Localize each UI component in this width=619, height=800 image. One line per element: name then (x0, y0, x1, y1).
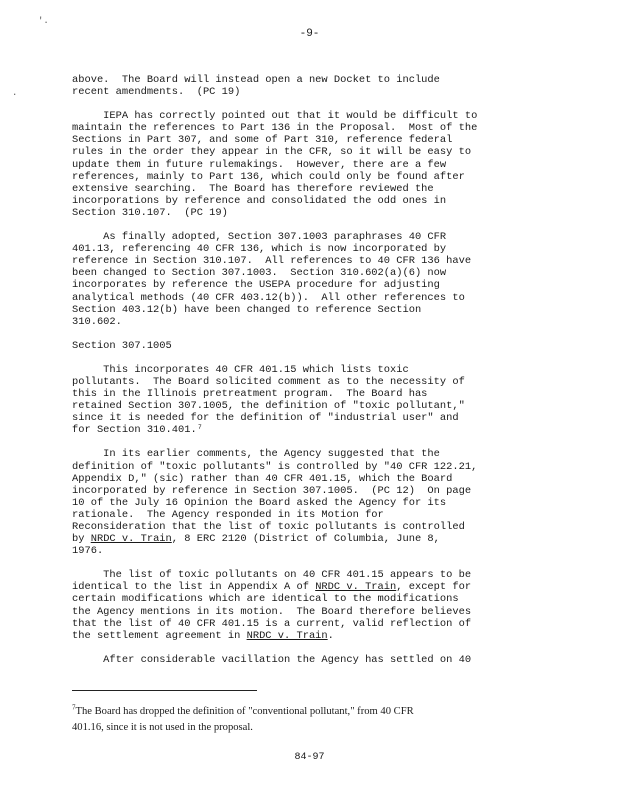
text-line: for Section 310.401.⁷ (72, 424, 203, 437)
text-line: Section 307.1005 (72, 339, 172, 352)
text-line: incorporated by reference in Section 307.1005. (PC 12) On page (72, 484, 472, 497)
stray-mark-left: . (12, 88, 18, 98)
text-line: update them in future rulemakings. However, there are a few (72, 158, 447, 171)
paragraph (72, 654, 548, 666)
paragraph (72, 74, 548, 98)
text-line: As finally adopted, Section 307.1003 paraphrases 40 CFR (72, 231, 447, 244)
text-line: the settlement agreement in NRDC v. Train. (72, 629, 334, 642)
text-line: this in the Illinois pretreatment program. The Board has (72, 388, 428, 401)
page-number: -9- (299, 28, 320, 40)
text-line: by NRDC v. Train, 8 ERC 2120 (District of Columbia, June 8, (72, 533, 440, 546)
text-line: extensive searching. The Board has therefore reviewed the (72, 182, 434, 195)
paragraph (72, 448, 548, 557)
text-line: incorporations by reference and consolidated the odd ones in (72, 194, 447, 207)
text-line: pollutants. The Board solicited comment as to the necessity of (72, 375, 465, 388)
text-line: Section 310.107. (PC 19) (72, 206, 228, 219)
text-line: Reconsideration that the list of toxic pollutants is controlled (72, 521, 465, 533)
text-line: reference in Section 310.107. All references to 40 CFR 136 have (72, 255, 472, 268)
paragraph (72, 569, 548, 642)
case-citation: NRDC v. Train (90, 533, 172, 546)
text-line: definition of "toxic pollutants" is controlled by "40 CFR 122.21, (72, 460, 478, 473)
text-line: The list of toxic pollutants on 40 CFR 401.15 appears to be (72, 569, 472, 582)
text-line: Section 403.12(b) have been changed to reference Section (72, 303, 422, 316)
text-line: Sections in Part 307, and some of Part 310, reference federal (72, 134, 453, 147)
text-line: IEPA has correctly pointed out that it would be difficult to (72, 110, 478, 123)
page-footer-code: 84-97 (294, 752, 325, 763)
paragraph (72, 364, 548, 437)
text-line: In its earlier comments, the Agency suggested that the (72, 448, 440, 461)
text-line: 310.602. (72, 315, 122, 328)
text-line: maintain the references to Part 136 in the Proposal. Most of the (72, 122, 478, 135)
paragraph (72, 231, 548, 328)
text-line: incorporates by reference the USEPA procedure for adjusting (72, 279, 440, 292)
footnote (72, 704, 548, 736)
section-heading (72, 340, 548, 352)
text-line: identical to the list in Appendix A of NRDC v. Train, except for (72, 581, 472, 594)
text-line: the Agency mentions in its motion. The Board therefore believes (72, 605, 472, 618)
footnote-line-2: 401.16, since it is not used in the proposal. (72, 722, 253, 733)
text-line: Appendix D," (sic) rather than 40 CFR 401.15, which the Board (72, 472, 453, 485)
text-line: This incorporates 40 CFR 401.15 which lists toxic (72, 363, 409, 376)
text-line: been changed to Section 307.1003. Section 310.602(a)(6) now (72, 267, 447, 280)
text-line: retained Section 307.1005, the definition of "toxic pollutant," (72, 400, 465, 413)
text-line: recent amendments. (PC 19) (72, 86, 241, 99)
text-line: that the list of 40 CFR 401.15 is a current, valid reflection of (72, 617, 472, 630)
footnote-divider (72, 690, 257, 691)
text-line: certain modifications which are identical to the modifications (72, 593, 459, 606)
text-line: above. The Board will instead open a new Docket to include (72, 74, 440, 86)
text-line: since it is needed for the definition of "industrial user" and (72, 412, 459, 425)
text-line: After considerable vacillation the Agency has settled on 40 (72, 653, 472, 666)
footnote-line-1: The Board has dropped the definition of "conventional pollutant," from 40 CFR (75, 706, 414, 717)
paragraph (72, 110, 548, 219)
stray-mark-top: '. (38, 16, 49, 26)
text-line: rationale. The Agency responded in its Motion for (72, 508, 384, 521)
case-citation: NRDC v. Train (246, 629, 328, 642)
text-line: 10 of the July 16 Opinion the Board asked the Agency for its (72, 496, 447, 509)
case-citation: NRDC v. Train (315, 581, 397, 594)
text-line: 1976. (72, 545, 104, 558)
text-line: 401.13, referencing 40 CFR 136, which is now incorporated by (72, 243, 447, 256)
text-line: analytical methods (40 CFR 403.12(b)). All other references to (72, 291, 465, 304)
text-line: references, mainly to Part 136, which could only be found after (72, 170, 465, 183)
text-line: rules in the order they appear in the CFR, so it will be easy to (72, 146, 472, 159)
footnote-marker: 7 (72, 703, 76, 712)
body-text (72, 74, 548, 678)
